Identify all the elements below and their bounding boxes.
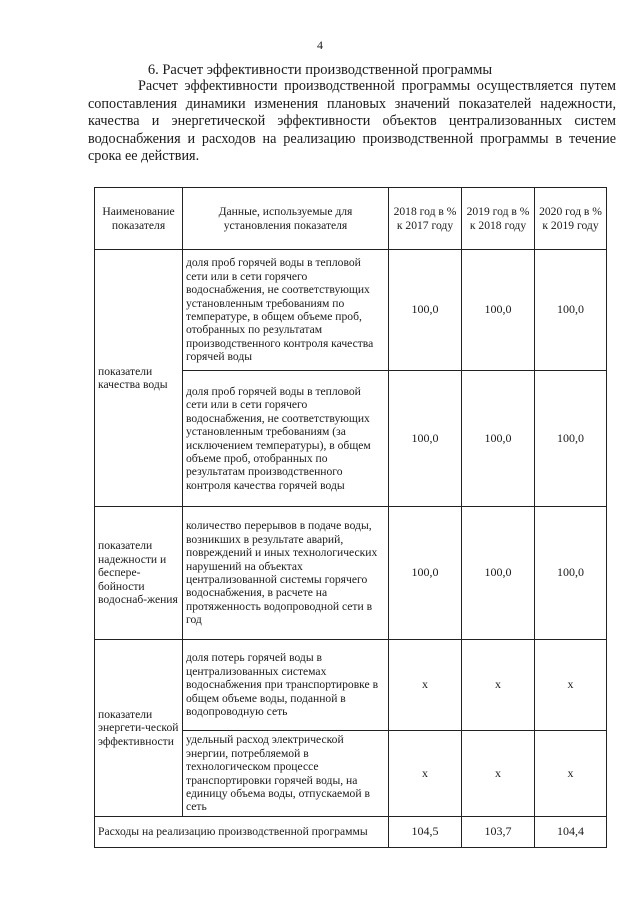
- expenses-row: [95, 817, 607, 848]
- row-data: доля проб горячей воды в тепловой сети или в сети горячего водоснабжения, не соответствующих установленным требованиям по температуре, в общем объеме проб, отобранных по результатам производственного контроля качества горячей воды: [183, 250, 389, 371]
- header-2020: 2020 год в % к 2019 году: [535, 188, 607, 250]
- row-data: количество перерывов в подаче воды, возникших в результате аварий, повреждений и иных технологических нарушений на объектах централизованной системы горячего водоснабжения, в расчете на протяженность водопроводной сети в год: [183, 507, 389, 640]
- expenses-2020: 104,4: [535, 817, 607, 848]
- row-data: удельный расход электрической энергии, потребляемой в технологическом процессе транспортировки горячей воды, на единицу объема воды, отпускаемой в сеть: [183, 731, 389, 817]
- value-2018: 100,0: [389, 371, 462, 507]
- value-2020: x: [535, 640, 607, 731]
- expenses-label: Расходы на реализацию производственной программы: [95, 817, 389, 848]
- value-2018: 100,0: [389, 507, 462, 640]
- intro-paragraph: Расчет эффективности производственной программы осуществляется путем сопоставления динамики изменения плановых значений показателей надежности, качества и энергетической эффективности объектов централизованных систем водоснабжения и расходов на реализацию производственной программы в течение срока ее действия.: [88, 78, 616, 165]
- table-header-row: [95, 188, 607, 250]
- row-data: доля потерь горячей воды в централизованных системах водоснабжения при транспортировке в общем объеме воды, поданной в водопроводную сеть: [183, 640, 389, 731]
- value-2018: x: [389, 731, 462, 817]
- group-name-quality: показатели качества воды: [95, 250, 183, 507]
- group-name-reliability: показатели надежности и беспере-бойности водоснаб-жения: [95, 507, 183, 640]
- value-2019: 100,0: [462, 371, 535, 507]
- table-row: [95, 640, 607, 731]
- section-heading: 6. Расчет эффективности производственной программы: [147, 62, 493, 78]
- value-2019: 100,0: [462, 250, 535, 371]
- table-row: [95, 250, 607, 371]
- value-2020: 100,0: [535, 371, 607, 507]
- value-2020: 100,0: [535, 507, 607, 640]
- header-name: Наименование показателя: [95, 188, 183, 250]
- group-name-energy: показатели энергети-ческой эффективности: [95, 640, 183, 817]
- value-2020: x: [535, 731, 607, 817]
- value-2018: x: [389, 640, 462, 731]
- header-2018: 2018 год в % к 2017 году: [389, 188, 462, 250]
- efficiency-table: [94, 187, 607, 848]
- value-2019: x: [462, 731, 535, 817]
- expenses-2019: 103,7: [462, 817, 535, 848]
- header-data: Данные, используемые для установления показателя: [183, 188, 389, 250]
- table-row: [95, 507, 607, 640]
- value-2019: x: [462, 640, 535, 731]
- value-2020: 100,0: [535, 250, 607, 371]
- value-2018: 100,0: [389, 250, 462, 371]
- header-2019: 2019 год в % к 2018 году: [462, 188, 535, 250]
- expenses-2018: 104,5: [389, 817, 462, 848]
- page-number: 4: [317, 38, 323, 52]
- value-2019: 100,0: [462, 507, 535, 640]
- row-data: доля проб горячей воды в тепловой сети или в сети горячего водоснабжения, не соответствующих установленным требованиям (за исключением температуры), в общем объеме проб, отобранных по результатам производственного контроля качества горячей воды: [183, 371, 389, 507]
